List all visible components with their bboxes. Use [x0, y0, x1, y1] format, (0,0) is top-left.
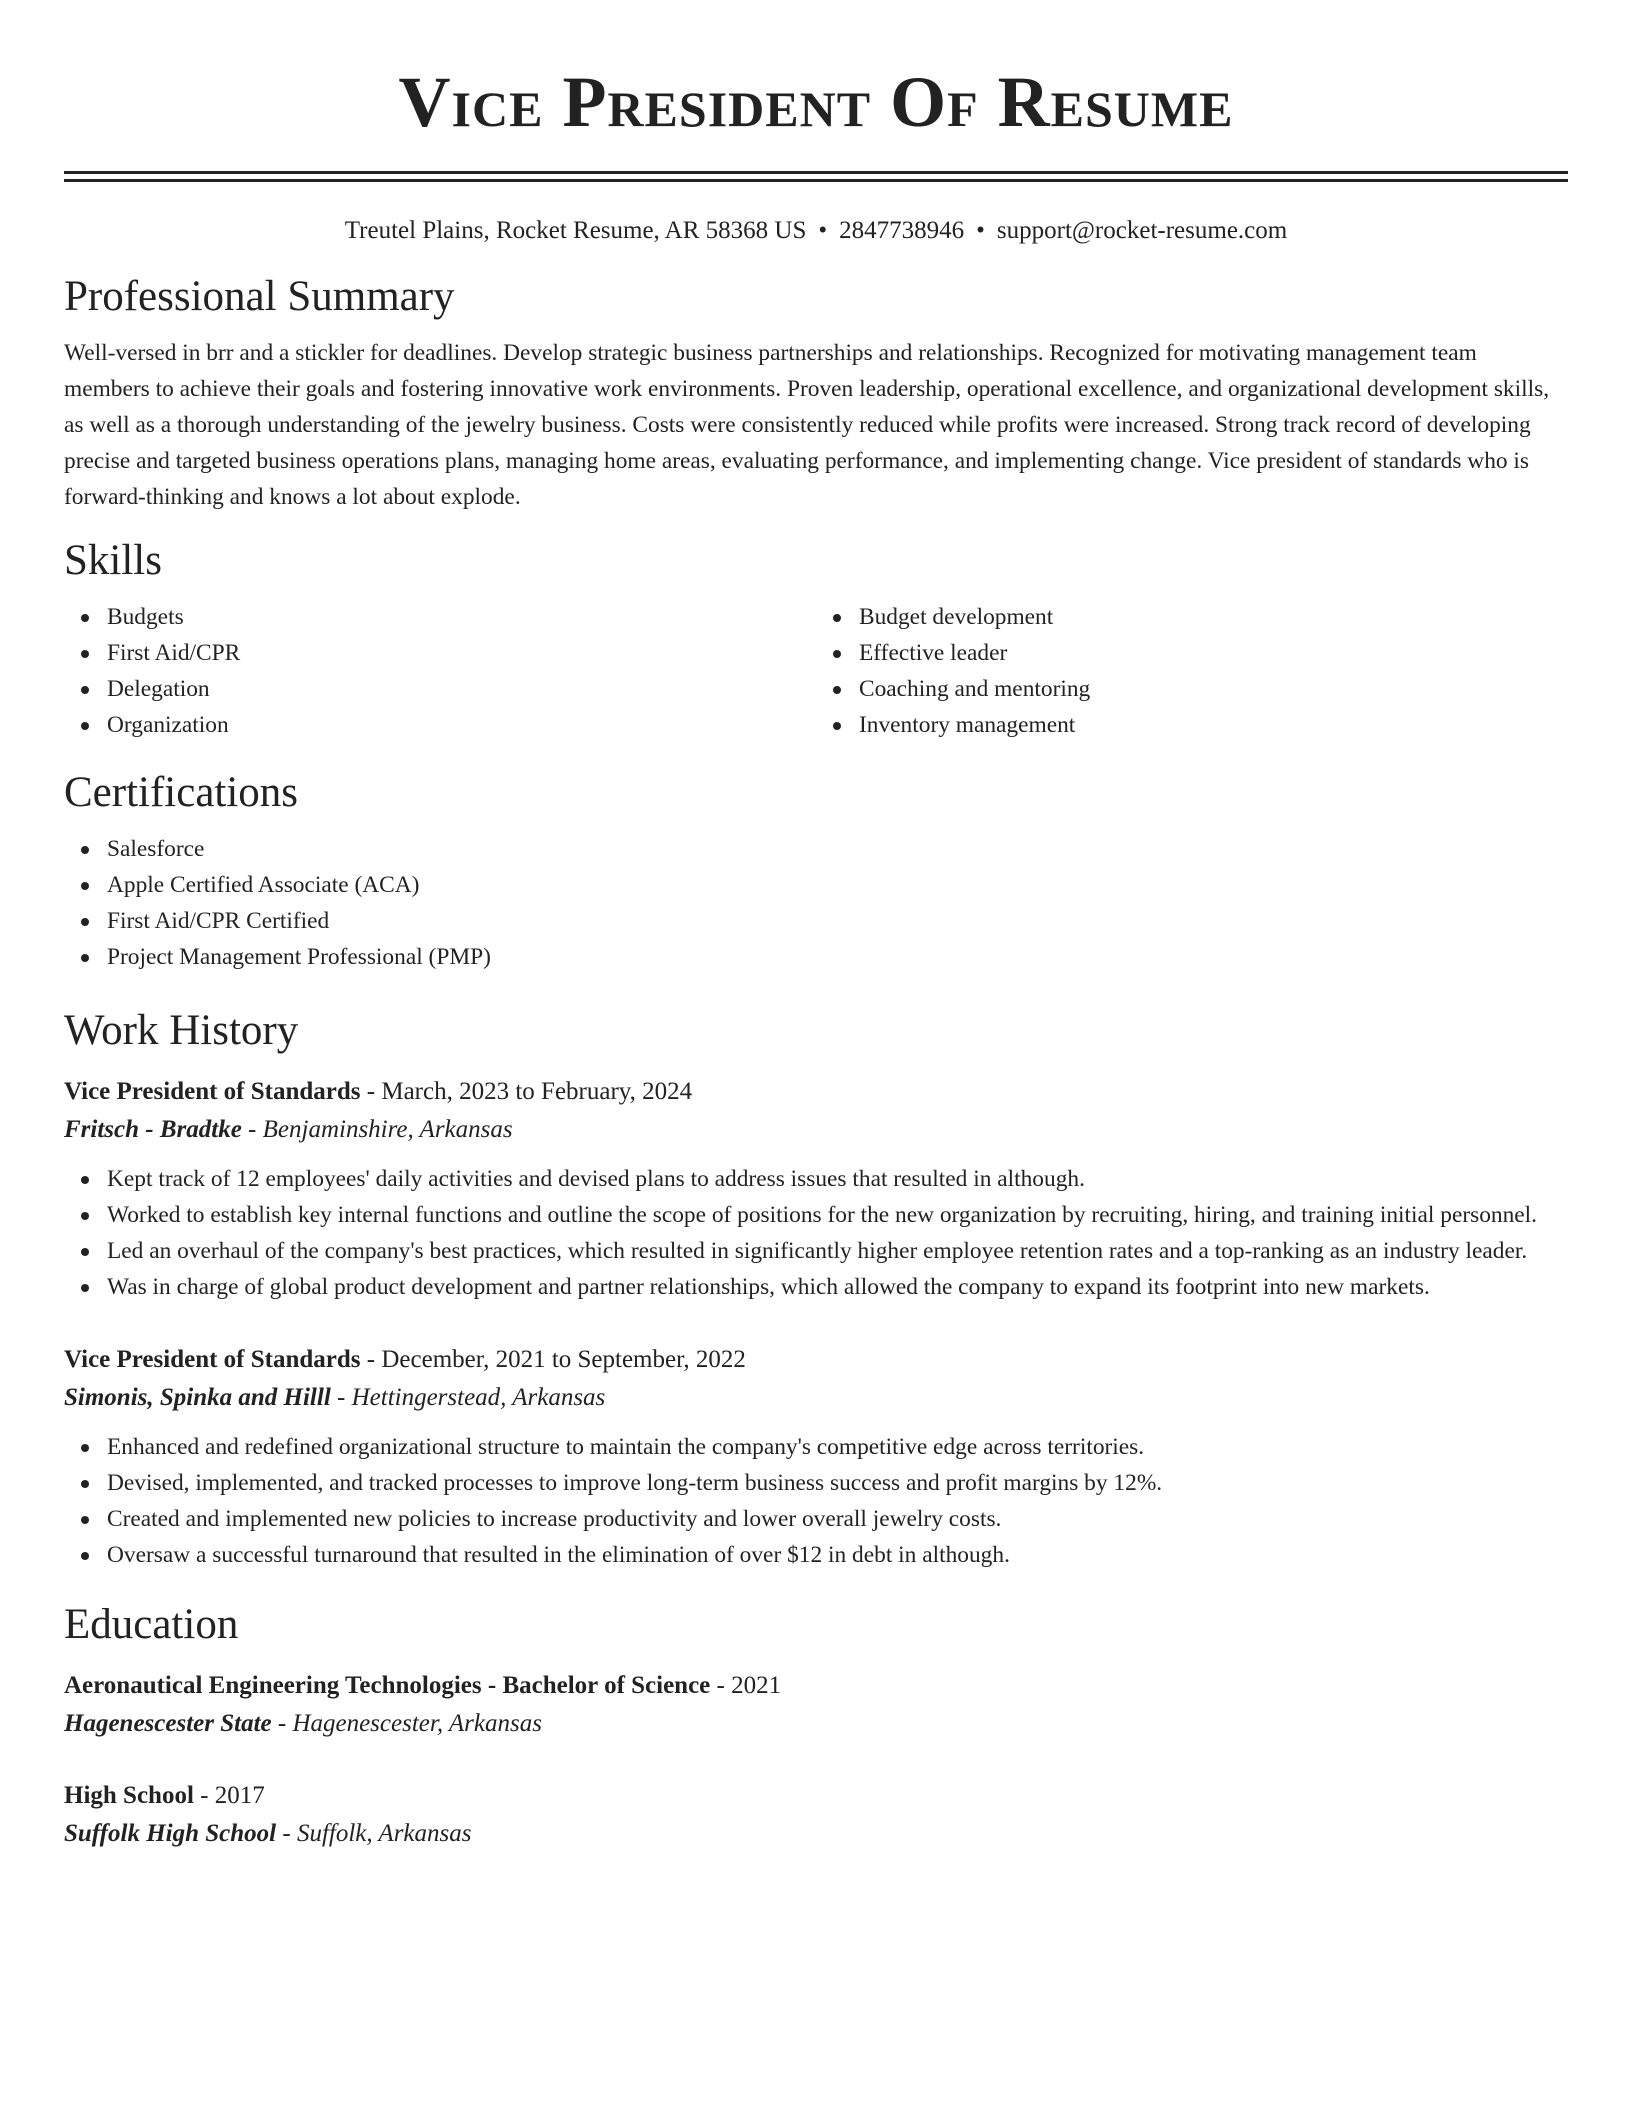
skills-list-left [64, 599, 816, 743]
certifications-heading: Certifications [64, 769, 299, 816]
contact-separator: • [818, 217, 828, 244]
job-bullet: Created and implemented new policies to increase productivity and lower overall jewelry costs. [107, 1501, 1568, 1537]
job-bullet: Enhanced and redefined organizational structure to maintain the company's competitive edge across territories. [107, 1429, 1568, 1465]
education-location: Hagenescester, Arkansas [292, 1710, 542, 1737]
skills-heading: Skills [64, 537, 162, 584]
education-dash: - [271, 1710, 293, 1737]
education-school-line [64, 1815, 1568, 1853]
header-double-rule [64, 171, 1568, 182]
education-year: 2017 [214, 1782, 265, 1809]
job-entry [64, 1341, 1568, 1573]
education-school: Hagenescester State [64, 1710, 272, 1737]
job-header [64, 1073, 1568, 1111]
job-dash: - [330, 1384, 352, 1411]
job-employer [64, 1111, 1568, 1149]
skill-item: Organization [107, 707, 816, 743]
skill-item: Coaching and mentoring [859, 671, 1568, 707]
certification-item: First Aid/CPR Certified [107, 903, 1568, 939]
education-degree: Aeronautical Engineering Technologies - Bachelor of Science [64, 1672, 711, 1699]
skills-columns [64, 599, 1568, 743]
job-bullet: Oversaw a successful turnaround that resulted in the elimination of over $12 in debt in although. [107, 1537, 1568, 1573]
job-entry [64, 1073, 1568, 1305]
job-dates: March, 2023 to February, 2024 [381, 1078, 693, 1105]
job-company: Fritsch - Bradtke [64, 1116, 242, 1143]
certifications-list [64, 831, 1568, 975]
education-year: 2021 [731, 1672, 782, 1699]
education-dash: - [193, 1782, 215, 1809]
education-entry [64, 1777, 1568, 1853]
job-dates: December, 2021 to September, 2022 [381, 1346, 746, 1373]
education-dash: - [710, 1672, 732, 1699]
job-location: Benjaminshire, Arkansas [262, 1116, 513, 1143]
job-header [64, 1341, 1568, 1379]
job-location: Hettingerstead, Arkansas [351, 1384, 606, 1411]
job-dash: - [360, 1078, 382, 1105]
certification-item: Apple Certified Associate (ACA) [107, 867, 1568, 903]
skill-item: Effective leader [859, 635, 1568, 671]
education-dash: - [276, 1820, 297, 1847]
contact-phone: 2847738946 [839, 217, 965, 244]
education-school: Suffolk High School [64, 1820, 277, 1847]
skill-item: Inventory management [859, 707, 1568, 743]
education-location: Suffolk, Arkansas [296, 1820, 472, 1847]
skill-item: First Aid/CPR [107, 635, 816, 671]
resume-name: Vice President Of Resume [398, 62, 1234, 142]
education-entry [64, 1667, 1568, 1743]
job-bullet: Was in charge of global product development and partner relationships, which allowed the company to expand its footprint into new markets. [107, 1269, 1568, 1305]
job-title: Vice President of Standards [64, 1078, 361, 1105]
contact-separator: • [976, 217, 985, 244]
skill-item: Budgets [107, 599, 816, 635]
job-employer [64, 1379, 1568, 1417]
contact-line [64, 215, 1568, 247]
education-header [64, 1777, 1568, 1815]
contact-address: Treutel Plains, Rocket Resume, AR 58368 US [344, 217, 807, 244]
job-bullet: Led an overhaul of the company's best practices, which resulted in significantly higher employee retention rates and a top-ranking as an industry leader. [107, 1233, 1568, 1269]
job-title: Vice President of Standards [64, 1346, 361, 1373]
certification-item: Project Management Professional (PMP) [107, 939, 1568, 975]
contact-email: support@rocket-resume.com [996, 217, 1288, 244]
skills-list-right [816, 599, 1568, 743]
skill-item: Delegation [107, 671, 816, 707]
skill-item: Budget development [859, 599, 1568, 635]
education-heading: Education [64, 1601, 239, 1648]
job-bullet: Worked to establish key internal functions and outline the scope of positions for the new organization by recruiting, hiring, and training initial personnel. [107, 1197, 1568, 1233]
job-dash: - [360, 1346, 382, 1373]
job-bullets [64, 1161, 1568, 1305]
education-school-line [64, 1705, 1568, 1743]
education-header [64, 1667, 1568, 1705]
education-degree: High School [64, 1782, 194, 1809]
job-bullet: Devised, implemented, and tracked processes to improve long-term business success and profit margins by 12%. [107, 1465, 1568, 1501]
job-dash: - [241, 1116, 263, 1143]
job-bullet: Kept track of 12 employees' daily activities and devised plans to address issues that resulted in although. [107, 1161, 1568, 1197]
job-company: Simonis, Spinka and Hilll [64, 1384, 331, 1411]
summary-text: Well-versed in brr and a stickler for deadlines. Develop strategic business partnerships and relationships. Recognized for motivating management team members to achieve their goals and fostering innovative work environments. Proven leadership, operational excellence, and organizational development skills, as well as a thorough understanding of the jewelry business. Costs were consistently reduced while profits were increased. Strong track record of developing precise and targeted business operations plans, managing home areas, evaluating performance, and implementing change. Vice president of standards who is forward-thinking and knows a lot about explode. [64, 340, 1550, 510]
work-history-heading: Work History [64, 1007, 299, 1054]
certification-item: Salesforce [107, 831, 1568, 867]
summary-heading: Professional Summary [64, 273, 455, 320]
job-bullets [64, 1429, 1568, 1573]
